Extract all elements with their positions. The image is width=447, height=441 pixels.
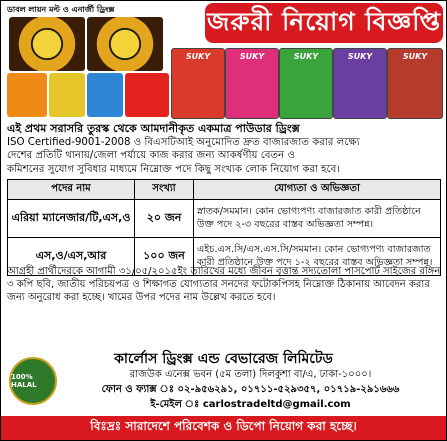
product-label: SUKY xyxy=(293,52,319,61)
company-address: রাজউক এনেক্স ভবন (৫ম তলা) দিলকুশা বা/এ, ঢাকা-১০০০। xyxy=(129,369,372,380)
intro-line: ISO Certified-9001-2008 ও বিএসটিআই অনুমোদিত দ্রুত বাজারজাত করার লক্ষ্যে xyxy=(7,136,360,148)
product-pack-image xyxy=(279,48,333,119)
product-label: SUKY xyxy=(185,52,211,61)
column-header: যোগ্যতা ও অভিজ্ঞতা xyxy=(194,180,441,200)
post-count: ২০ জন xyxy=(135,200,194,238)
company-email: ই-মেইল ঃ carlostradeltd@gmail.com xyxy=(150,399,351,410)
company-name: কার্লোস ড্রিংক্স এন্ড বেভারেজ লিমিটেড xyxy=(114,351,333,367)
product-label: SUKY xyxy=(402,52,428,61)
product-pack-image xyxy=(125,73,169,117)
post-qualification: স্নাতক/সমমান। কোন ভোগ্যপণ্য বাজারজাত কারী প্রতিষ্ঠানে উক্ত পদে ২-৩ বছরের বাস্তব অভিজ্ঞতা সম্পন্ন। xyxy=(194,200,441,238)
footer-notice xyxy=(1,416,446,440)
product-pack-image xyxy=(87,73,123,117)
job-table xyxy=(7,179,441,276)
product-tin-image xyxy=(9,17,85,71)
product-label: SUKY xyxy=(347,52,373,61)
post-name: এরিয়া ম্যানেজার/টি,এস,ও xyxy=(8,200,135,238)
column-header: পদের নাম xyxy=(8,180,135,200)
column-header: সংখ্যা xyxy=(135,180,194,200)
table-header-row xyxy=(8,180,441,200)
product-tin-image xyxy=(87,17,163,71)
product-label: SUKY xyxy=(239,52,265,61)
seal-text: 100% HALAL xyxy=(11,373,37,389)
title-banner xyxy=(205,3,443,43)
intro-line: কমিশনের সুযোগ সুবিধার মাধ্যমে নিম্নোক্ত পদে কিছু সংখ্যক লোক নিয়োগ করা হবে। xyxy=(7,163,341,175)
product-pack-image xyxy=(171,48,225,119)
company-phone: ফোন ও ফ্যাক্স ঃ ০২-৯৫৬২৯১, ০১৭১১-৫২৯৩৫৭, ০১৭১৯-২৯১৬৬৬ xyxy=(101,384,400,395)
intro-text xyxy=(7,122,442,176)
header-section xyxy=(1,1,446,119)
page-title: জরুরী নিয়োগ বিজ্ঞপ্তি xyxy=(206,6,442,36)
product-pack-image xyxy=(333,48,387,119)
footer-text: বিঃদ্রঃ সারাদেশে পরিবেশক ও ডিপো নিয়োগ করা হচ্ছে। xyxy=(90,419,357,433)
product-pack-image xyxy=(387,48,443,119)
product-pack-image xyxy=(49,73,85,117)
post-qualification: এইচ.এস.সি/এস.এস.সি/সমমান। কোন ভোগ্যপণ্য বাজারজাত কারী প্রতিষ্ঠানে উক্ত পদে ১-২ বছরের বাস্তব অভিজ্ঞতা সম্পন্ন। xyxy=(194,238,441,276)
intro-line: দেশের প্রতিটি থানায়/জেলা পর্যায়ে কাজ করার জন্য আকর্ষণীয় বেতন ও xyxy=(7,150,295,162)
product-pack-image xyxy=(7,73,47,117)
intro-line: এই প্রথম সরাসরি তুরস্ক থেকে আমদানীকৃত একমাত্র পাউডার ড্রিংক্স xyxy=(7,122,300,135)
post-name: এস,ও/এস,আর xyxy=(8,238,135,276)
application-instructions: আগ্রহী প্রার্থীদেরকে আগামী ৩১/০৫/২০১৫ইং তারিখের মধ্যে জীবন বৃত্তান্ত সদ্যতোলা পাসপোর্ট সাইজের রঙ্গিন ৩ কপি ছবি, জাতীয় পরিচয়পত্র ও শিক্ষাগত যোগ্যতার সনদের ফটোকপিসহ নিম্নোক্ত ঠিকানায় আবেদন করার জন্য অনুরোধ করা হচ্ছে। খামের উপর পদের নাম উল্লেখ করতে হবে। xyxy=(7,266,441,303)
brand-line: ডাবল লায়ন মল্ট ও এনার্জী ড্রিংক্স xyxy=(7,5,115,14)
table-row xyxy=(8,200,441,238)
product-pack-image xyxy=(225,48,279,119)
post-count: ১০০ জন xyxy=(135,238,194,276)
